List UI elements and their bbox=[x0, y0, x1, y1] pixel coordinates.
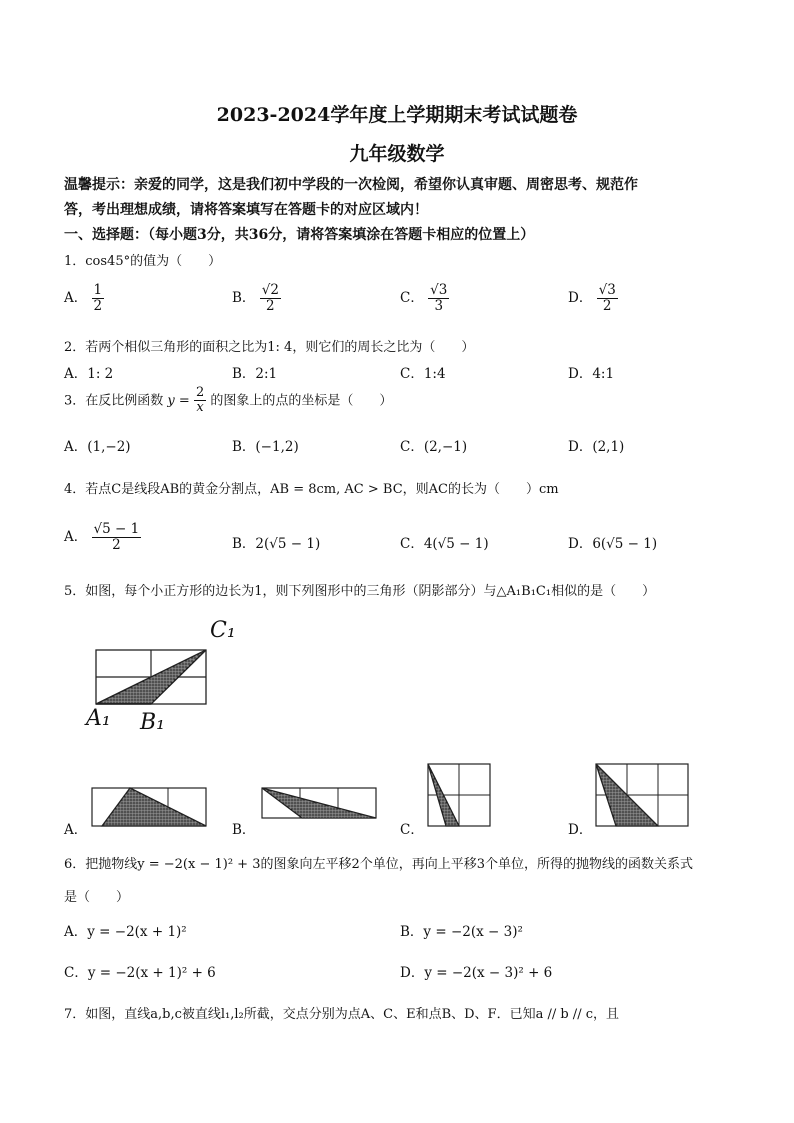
q5-option-d[interactable]: D． bbox=[568, 822, 593, 838]
q6-option-a[interactable]: A．y = −2(x + 1)² bbox=[64, 924, 187, 940]
q2-stem: 2．若两个相似三角形的面积之比为1: 4，则它们的周长之比为（ ） bbox=[64, 340, 475, 355]
q3-option-b[interactable]: B．(−1,2) bbox=[232, 439, 299, 455]
q5-option-c[interactable]: C． bbox=[400, 822, 424, 838]
q5-main-figure bbox=[90, 640, 250, 750]
q4-option-c[interactable]: C．4(√5 − 1) bbox=[400, 536, 489, 552]
section-heading: 一、选择题：（每小题3分，共36分，请将答案填涂在答题卡相应的位置上） bbox=[64, 227, 535, 243]
q1-stem: 1．cos45°的值为（ ） bbox=[64, 254, 222, 269]
q4-option-b[interactable]: B．2(√5 − 1) bbox=[232, 536, 321, 552]
q6-option-b[interactable]: B．y = −2(x − 3)² bbox=[400, 924, 523, 940]
q4-stem: 4．若点C是线段AB的黄金分割点，AB = 8cm, AC > BC，则AC的长为（ ）cm bbox=[64, 482, 559, 497]
q1-option-d[interactable]: D． $\frac{√3}{2}$ bbox=[568, 282, 616, 314]
q2-option-b[interactable]: B．2:1 bbox=[232, 366, 278, 382]
label-a1: A₁ bbox=[86, 706, 111, 731]
q2-option-c[interactable]: C．1:4 bbox=[400, 366, 446, 382]
page-subtitle: 九年级数学 bbox=[349, 143, 445, 165]
q6-option-d[interactable]: D．y = −2(x − 3)² + 6 bbox=[400, 965, 553, 981]
q4-option-d[interactable]: D．6(√5 − 1) bbox=[568, 536, 658, 552]
q5-option-b-figure[interactable] bbox=[262, 788, 382, 828]
q1-option-b[interactable]: B． $\frac{√2}{2}$ bbox=[232, 282, 279, 314]
q5-option-b[interactable]: B． bbox=[232, 822, 256, 838]
q3-stem: 3．在反比例函数 y = $\frac{2}{x}$ 的图象上的点的坐标是（ ） bbox=[64, 385, 393, 416]
q4-option-a[interactable]: A． $\frac{√5 - 1}{2}$ bbox=[64, 521, 140, 553]
q2-option-a[interactable]: A．1: 2 bbox=[64, 366, 114, 382]
q5-option-d-figure[interactable] bbox=[596, 764, 696, 830]
q3-option-a[interactable]: A．(1,−2) bbox=[64, 439, 131, 455]
q7-stem: 7．如图，直线a,b,c被直线l₁,l₂所截，交点分别为点A、C、E和点B、D、F．已知a // b // c，且 bbox=[64, 1007, 619, 1022]
tip-line-1: 温馨提示：亲爱的同学，这是我们初中学段的一次检阅，希望你认真审题、周密思考、规范作 bbox=[64, 177, 638, 193]
label-c1: C₁ bbox=[210, 618, 236, 643]
q3-option-d[interactable]: D．(2,1) bbox=[568, 439, 625, 455]
q1-option-a[interactable]: A． $\frac{1}{2}$ bbox=[64, 282, 103, 314]
q5-stem: 5．如图，每个小正方形的边长为1，则下列图形中的三角形（阴影部分）与△A₁B₁C₁相似的是（ ） bbox=[64, 584, 656, 599]
q1-option-c[interactable]: C． $\frac{√3}{3}$ bbox=[400, 282, 448, 314]
q5-option-a[interactable]: A． bbox=[64, 822, 88, 838]
q5-option-a-figure[interactable] bbox=[92, 788, 212, 828]
q6-stem-2: 是（ ） bbox=[64, 890, 130, 905]
q2-option-d[interactable]: D．4:1 bbox=[568, 366, 615, 382]
tip-line-2: 答，考出理想成绩，请将答案填写在答题卡的对应区域内！ bbox=[64, 202, 428, 218]
page-title: 2023-2024学年度上学期期末考试试题卷 bbox=[216, 104, 578, 126]
label-b1: B₁ bbox=[140, 710, 165, 735]
q3-option-c[interactable]: C．(2,−1) bbox=[400, 439, 468, 455]
q6-stem: 6．把抛物线y = −2(x − 1)² + 3的图象向左平移2个单位，再向上平移3个单位，所得的抛物线的函数关系式 bbox=[64, 857, 694, 872]
q5-option-c-figure[interactable] bbox=[428, 764, 498, 830]
q6-option-c[interactable]: C．y = −2(x + 1)² + 6 bbox=[64, 965, 216, 981]
